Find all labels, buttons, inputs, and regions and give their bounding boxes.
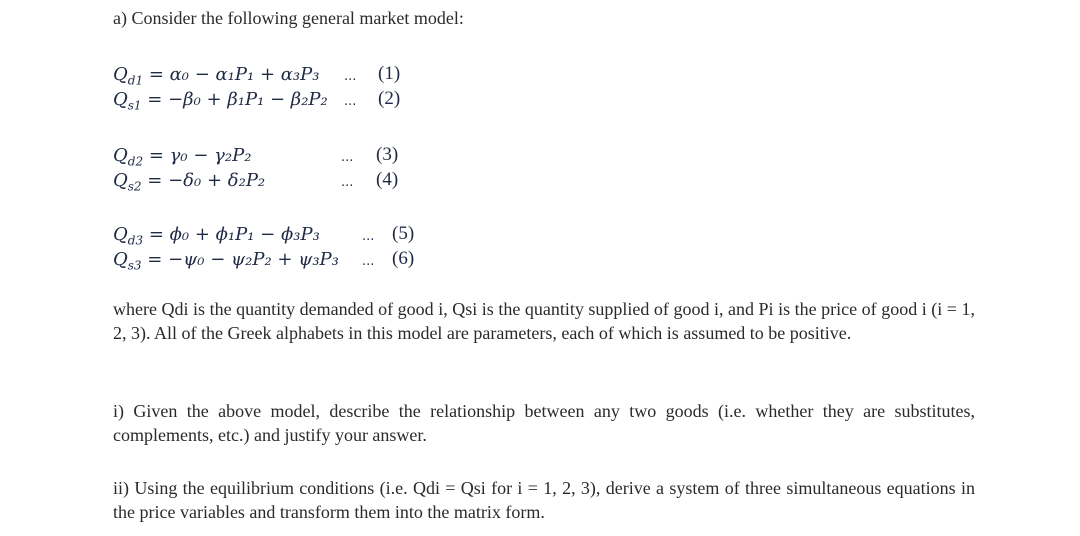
equation-lhs: Q [113, 89, 128, 110]
equation-rhs: = −δ₀ + δ₂P₂ [147, 170, 266, 191]
equation-rhs: = ϕ₀ + ϕ₁P₁ − ϕ₃P₃ [148, 224, 320, 245]
equation-2 [113, 89, 328, 113]
equation-number-2: (2) [378, 88, 401, 109]
equation-lhs: Q [113, 64, 128, 85]
equation-6 [113, 249, 339, 273]
ellipsis: ... [344, 69, 357, 84]
equation-rhs: = −ψ₀ − ψ₂P₂ + ψ₃P₃ [147, 249, 339, 270]
equation-number-6: (6) [392, 248, 415, 269]
equation-lhs-subscript: d1 [127, 73, 144, 88]
ellipsis: ... [344, 94, 357, 109]
equation-lhs: Q [113, 145, 128, 166]
question-heading: a) Consider the following general market model: [113, 8, 464, 28]
equation-5 [113, 224, 320, 248]
equation-3 [113, 145, 251, 169]
equation-rhs: = −β₀ + β₁P₁ − β₂P₂ [147, 89, 328, 110]
equation-rhs: = γ₀ − γ₂P₂ [148, 145, 252, 166]
equation-number-4: (4) [376, 169, 399, 190]
definitions-paragraph: where Qdi is the quantity demanded of good i, Qsi is the quantity supplied of good i, and Pi is the price of good i (i = 1, 2, 3). All of the Greek alphabets in this model are parameters, each of which is assumed to be positive. [113, 299, 975, 343]
equation-lhs-subscript: s3 [127, 258, 142, 273]
ellipsis: ... [362, 254, 375, 269]
equation-lhs: Q [113, 170, 128, 191]
equation-number-5: (5) [392, 223, 415, 244]
question-ii: ii) Using the equilibrium conditions (i.e. Qdi = Qsi for i = 1, 2, 3), derive a system of three simultaneous equations in the price variables and transform them into the matrix form. [113, 478, 975, 522]
equation-4 [113, 170, 265, 194]
question-i: i) Given the above model, describe the relationship between any two goods (i.e. whether they are substitutes, complements, etc.) and justify your answer. [113, 401, 975, 445]
equation-lhs-subscript: s2 [127, 179, 142, 194]
equation-number-3: (3) [376, 144, 399, 165]
equation-lhs-subscript: s1 [127, 98, 142, 113]
equation-rhs: = α₀ − α₁P₁ + α₃P₃ [148, 64, 320, 85]
ellipsis: ... [341, 150, 354, 165]
ellipsis: ... [341, 175, 354, 190]
equation-lhs: Q [113, 249, 128, 270]
equation-1 [113, 64, 319, 88]
ellipsis: ... [362, 229, 375, 244]
equation-lhs: Q [113, 224, 128, 245]
equation-number-1: (1) [378, 63, 401, 84]
equation-lhs-subscript: d2 [127, 154, 144, 169]
equation-lhs-subscript: d3 [127, 233, 144, 248]
